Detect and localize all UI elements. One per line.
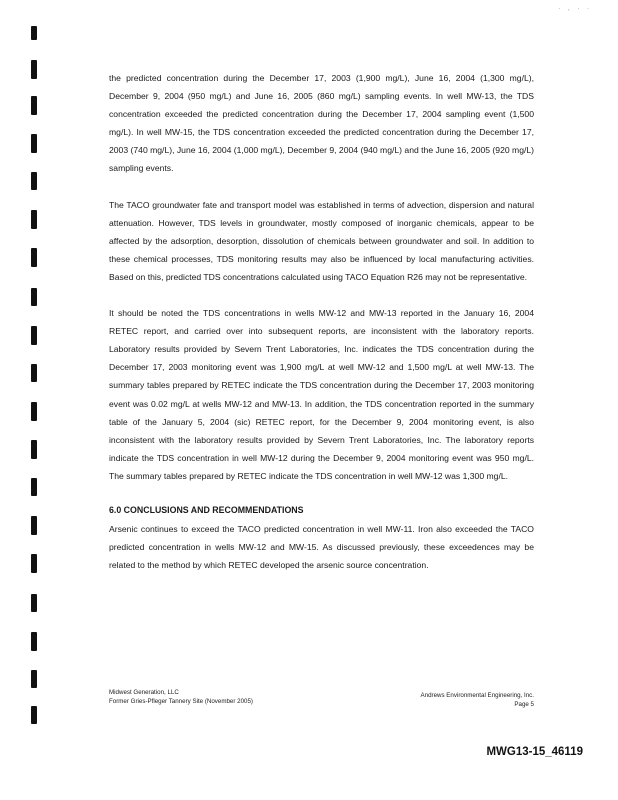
binder-mark [31,60,37,79]
binder-mark [31,326,37,345]
footer-right [421,692,535,709]
paragraph-taco-model: The TACO groundwater fate and transport model was established in terms of advection, dispersion and natural attenuation. However, TDS levels in groundwater, mostly composed of inorganic chemicals, appear to be affected by the adsorption, desorption, dissolution of chemicals between groundwater and soil. In addition to these chemical processes, TDS monitoring results may also be influenced by local manufacturing activities. Based on this, predicted TDS concentrations calculated using TACO Equation R26 may not be representative. [109,199,534,282]
section-heading-conclusions: 6.0 CONCLUSIONS AND RECOMMENDATIONS [109,504,304,515]
binder-mark [31,402,37,421]
footer-client: Midwest Generation, LLC [109,689,179,696]
binder-mark [31,706,37,724]
footer-company: Andrews Environmental Engineering, Inc. [420,692,534,699]
page-number: Page 5 [514,700,534,708]
paragraph-conclusions: Arsenic continues to exceed the TACO predicted concentration in well MW-11. Iron also exceeded the TACO predicted concentration in wells MW-12 and MW-15. As discussed previously, these exceedences may be related to the method by which RETEC developed the arsenic source concentration. [109,524,534,571]
binder-mark [31,516,37,535]
paragraph-tds-inconsistency: It should be noted the TDS concentrations in wells MW-12 and MW-13 reported in the January 16, 2004 RETEC report, and carried over into subsequent reports, are inconsistent with the laboratory reports. Laboratory results provided by Severn Trent Laboratories, Inc. indicates the TDS concentration during the December 17, 2003 monitoring event was 1,900 mg/L at well MW-12 and 1,500 mg/L at well MW-13. The summary tables prepared by RETEC indicate the TDS concentration during the December 17, 2003 monitoring event was 0.02 mg/L at wells MW-12 and MW-13. In addition, the TDS concentration reported in the summary table of the January 5, 2004 (sic) RETEC report, for the December 9, 2004 monitoring event, is also inconsistent with the laboratory results provided by Severn Trent Laboratories, Inc. The laboratory reports indicate the TDS concentration in well MW-12 during the December 9, 2004 monitoring event was 950 mg/L. The summary tables prepared by RETEC indicate the TDS concentration in well MW-12 was 1,300 mg/L. [109,308,534,481]
binder-mark [31,172,37,190]
binder-mark [31,248,37,267]
binder-mark [31,288,37,306]
binder-mark [31,364,37,382]
binder-mark [31,594,37,612]
footer-left [109,689,253,706]
bates-number: MWG13-15_46119 [486,746,583,758]
document-body [109,69,534,592]
paragraph-tds-exceedances: the predicted concentration during the December 17, 2003 (1,900 mg/L), June 16, 2004 (1,300 mg/L), December 9, 2004 (950 mg/L) and June 16, 2005 (860 mg/L) sampling events. In well MW-13, the TDS concentration exceeded the predicted concentration during the December 17, 2004 sampling event (1,500 mg/L). In well MW-15, the TDS concentration exceeded the predicted concentration during the December 17, 2003 (740 mg/L), June 16, 2004 (1,000 mg/L), December 9, 2004 (940 mg/L) and the June 16, 2005 (920 mg/L) sampling events. [109,73,534,174]
binder-mark [31,96,37,115]
binder-mark [31,670,37,688]
binder-mark [31,478,37,496]
footer-site: Former Gries-Pfleger Tannery Site (November 2005) [109,697,253,705]
binder-mark [31,440,37,459]
binder-mark [31,210,37,229]
binder-mark [31,134,37,153]
binder-mark [31,632,37,651]
scan-corner-mark: · , · · [558,6,592,12]
binder-mark [31,26,37,40]
binder-mark [31,554,37,573]
